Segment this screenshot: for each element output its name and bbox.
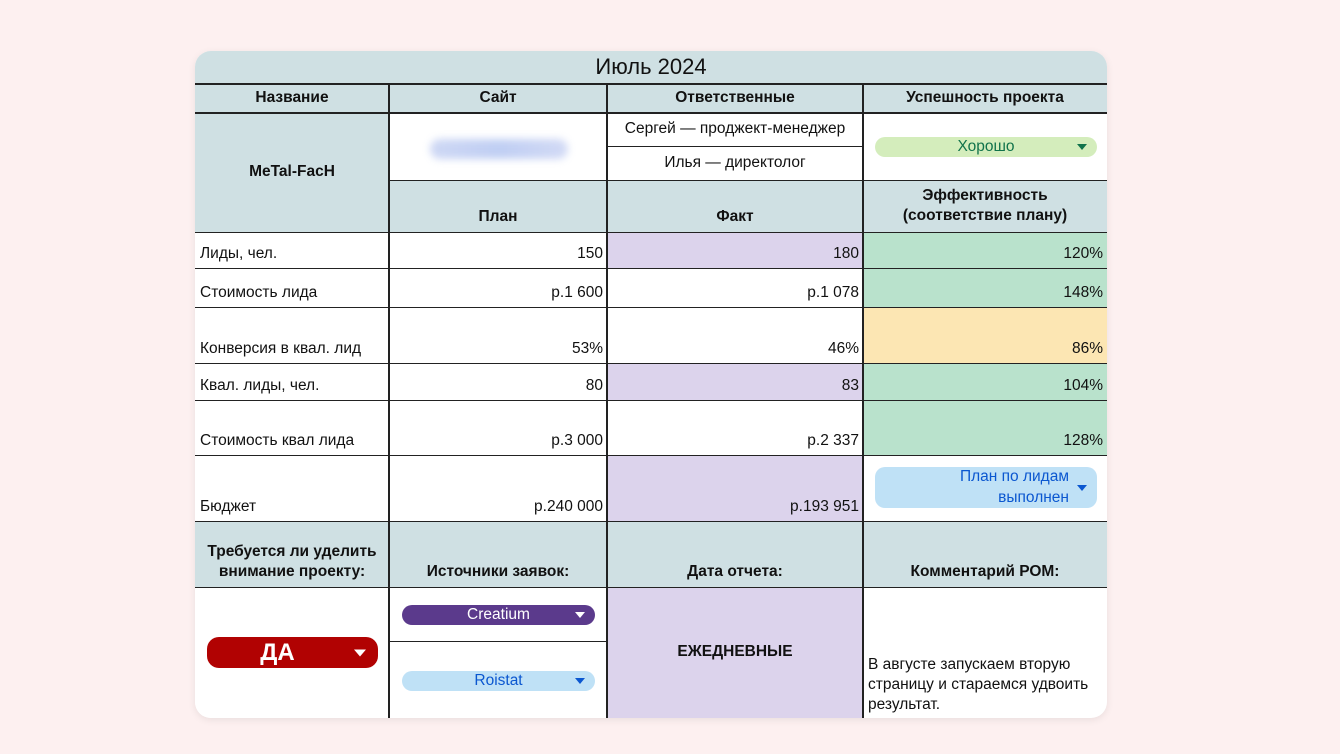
header-success: Успешность проекта	[863, 84, 1107, 113]
site-link-redacted[interactable]	[430, 139, 568, 159]
comment-value: В августе запускаем вторую страницу и стараемся удвоить результат.	[868, 656, 1089, 714]
attention-dropdown[interactable]	[207, 637, 378, 668]
attention-value: ДА	[260, 638, 295, 666]
grid-line	[195, 83, 1107, 85]
project-name: MeTal-FacH	[195, 113, 389, 232]
grid-line	[195, 112, 1107, 114]
report-date-value: ЕЖЕДНЕВНЫЕ	[607, 587, 863, 718]
row-efficiency: 148%	[863, 268, 1107, 307]
row-label: Стоимость лида	[200, 283, 318, 301]
source-dropdown-roistat[interactable]	[402, 671, 595, 691]
row-fact: 83	[607, 363, 863, 400]
row-label: Бюджет	[200, 497, 257, 515]
chevron-down-icon	[1077, 485, 1087, 491]
responsible-pm: Сергей — проджект-менеджер	[624, 120, 846, 138]
chevron-down-icon	[354, 649, 366, 656]
grid-line	[389, 180, 1107, 181]
header-responsible: Ответственные	[607, 84, 863, 113]
grid-line	[195, 232, 1107, 233]
row-plan: 53%	[571, 339, 603, 357]
report-title: Июль 2024	[195, 51, 1107, 84]
footer-header-attention: Требуется ли уделить внимание проекту:	[195, 521, 389, 587]
row-efficiency: 120%	[863, 232, 1107, 268]
grid-line	[388, 84, 390, 718]
footer-header-report-date: Дата отчета:	[607, 521, 863, 587]
source-label: Creatium	[467, 606, 530, 623]
row-efficiency: 128%	[863, 400, 1107, 455]
row-plan: 80	[585, 376, 603, 394]
row-label: Квал. лиды, чел.	[200, 376, 320, 394]
subheader-efficiency: Эффективность (соответствие плану)	[863, 180, 1107, 232]
row-efficiency: 104%	[863, 363, 1107, 400]
grid-line	[195, 455, 1107, 456]
success-status-dropdown[interactable]	[875, 137, 1097, 157]
chevron-down-icon	[575, 612, 585, 618]
grid-line	[606, 84, 608, 718]
footer-header-sources: Источники заявок:	[389, 521, 607, 587]
grid-line	[195, 587, 1107, 588]
row-fact: р.1 078	[807, 283, 859, 301]
subheader-fact: Факт	[607, 180, 863, 232]
grid-line	[195, 521, 1107, 522]
chevron-down-icon	[575, 678, 585, 684]
row-fact: 180	[607, 232, 863, 268]
grid-line	[195, 307, 1107, 308]
success-status-label: Хорошо	[957, 138, 1015, 155]
responsible-director: Илья — директолог	[664, 153, 806, 171]
grid-line	[607, 146, 863, 147]
grid-line	[862, 84, 864, 718]
efficiency-status-dropdown[interactable]	[875, 467, 1097, 508]
efficiency-status-label: План по лидам выполнен	[959, 468, 1069, 506]
chevron-down-icon	[1077, 144, 1087, 150]
subheader-plan: План	[389, 180, 607, 232]
grid-line	[195, 363, 1107, 364]
row-label: Стоимость квал лида	[200, 431, 355, 449]
footer-header-comment: Комментарий РОМ:	[863, 521, 1107, 587]
row-plan: р.3 000	[551, 431, 603, 449]
header-name: Название	[195, 84, 389, 113]
grid-line	[195, 268, 1107, 269]
row-plan: р.1 600	[551, 283, 603, 301]
row-fact: р.2 337	[807, 431, 859, 449]
row-fact: р.193 951	[607, 455, 863, 521]
grid-line	[389, 641, 607, 642]
header-site: Сайт	[389, 84, 607, 113]
row-efficiency: 86%	[863, 307, 1107, 363]
row-label: Конверсия в квал. лид	[200, 339, 362, 357]
source-dropdown-creatium[interactable]	[402, 605, 595, 625]
report-card	[195, 51, 1107, 718]
row-fact: 46%	[827, 339, 859, 357]
row-plan: 150	[577, 244, 603, 262]
row-plan: р.240 000	[534, 497, 603, 515]
source-label: Roistat	[474, 672, 523, 689]
grid-line	[195, 400, 1107, 401]
row-label: Лиды, чел.	[200, 244, 278, 262]
